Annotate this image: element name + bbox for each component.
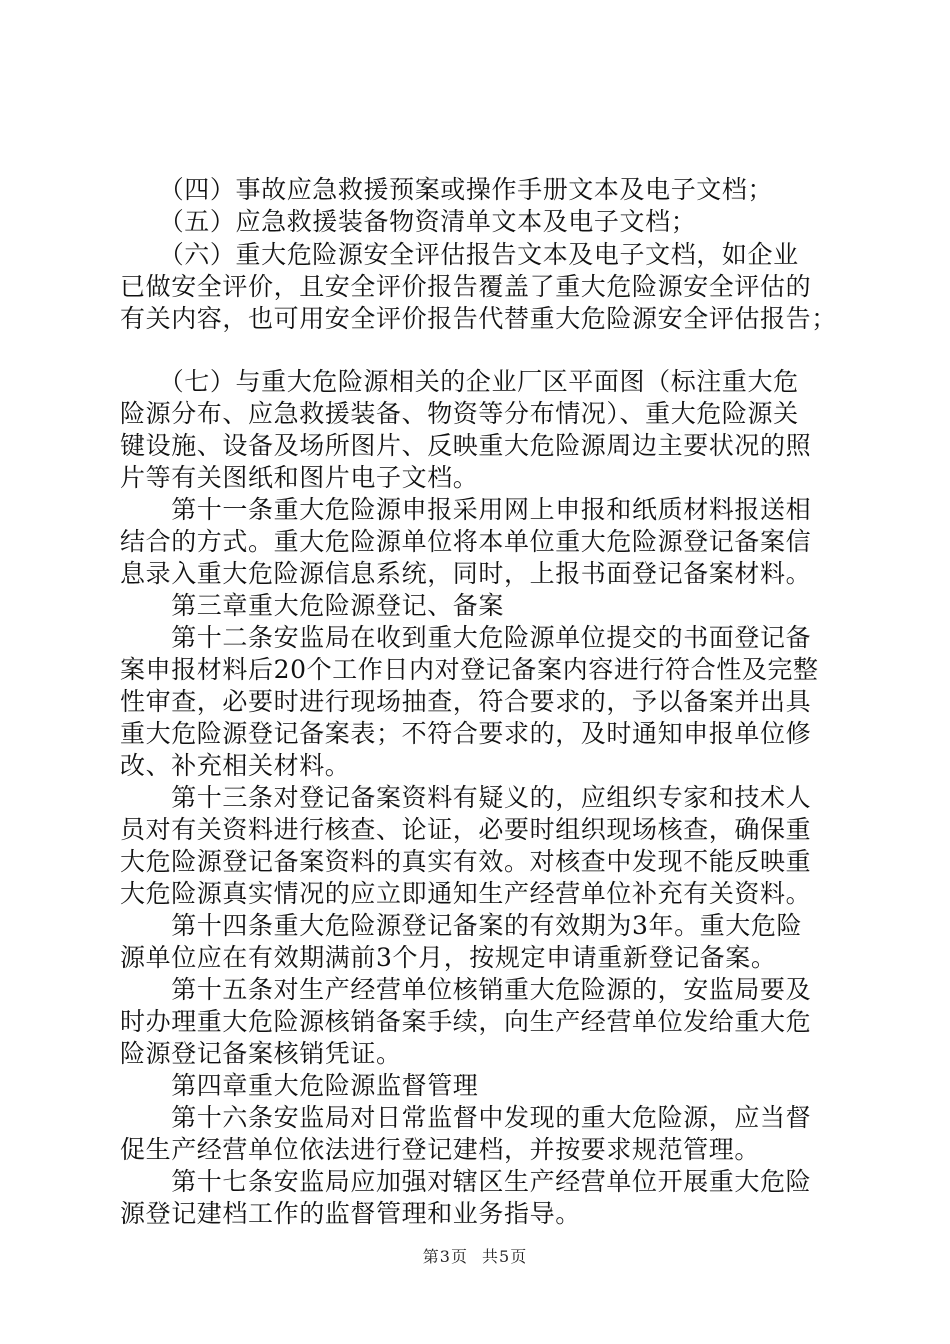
chapter-heading: 第三章重大危险源登记、备案 bbox=[120, 591, 505, 620]
text-line: （五）应急救援装备物资清单文本及电子文档； bbox=[120, 207, 697, 236]
text-line: 结合的方式。重大危险源单位将本单位重大危险源登记备案信 bbox=[120, 527, 812, 556]
text-line: 促生产经营单位依法进行登记建档，并按要求规范管理。 bbox=[120, 1135, 761, 1164]
text-line: 第十二条安监局在收到重大危险源单位提交的书面登记备 bbox=[120, 623, 812, 652]
text-line: 案申报材料后20个工作日内对登记备案内容进行符合性及完整 bbox=[120, 655, 819, 684]
text-line: 改、补充相关材料。 bbox=[120, 751, 351, 780]
text-line: 第十一条重大危险源申报采用网上申报和纸质材料报送相 bbox=[120, 495, 812, 524]
text-line: 险源登记备案核销凭证。 bbox=[120, 1039, 402, 1068]
text-line: 性审查，必要时进行现场抽查，符合要求的，予以备案并出具 bbox=[120, 687, 812, 716]
text-line: 第十四条重大危险源登记备案的有效期为3年。重大危险 bbox=[120, 911, 803, 940]
text-line: 息录入重大危险源信息系统，同时，上报书面登记备案材料。 bbox=[120, 559, 812, 588]
text-line: 员对有关资料进行核查、论证，必要时组织现场核查，确保重 bbox=[120, 815, 812, 844]
chapter-heading: 第四章重大危险源监督管理 bbox=[120, 1071, 479, 1100]
text-line: 时办理重大危险源核销备案手续，向生产经营单位发给重大危 bbox=[120, 1007, 812, 1036]
text-line: （四）事故应急救援预案或操作手册文本及电子文档； bbox=[120, 175, 774, 204]
text-line: 有关内容，也可用安全评价报告代替重大危险源安全评估报告； bbox=[120, 304, 837, 333]
text-line: 已做安全评价，且安全评价报告覆盖了重大危险源安全评估的 bbox=[120, 272, 812, 301]
text-line: 第十五条对生产经营单位核销重大危险源的，安监局要及 bbox=[120, 975, 812, 1004]
text-line: 第十六条安监局对日常监督中发现的重大危险源，应当督 bbox=[120, 1103, 812, 1132]
text-line: 源单位应在有效期满前3个月，按规定申请重新登记备案。 bbox=[120, 943, 777, 972]
text-line: 源登记建档工作的监督管理和业务指导。 bbox=[120, 1199, 581, 1228]
text-line: 第十七条安监局应加强对辖区生产经营单位开展重大危险 bbox=[120, 1167, 812, 1196]
text-line: 大危险源登记备案资料的真实有效。对核查中发现不能反映重 bbox=[120, 847, 812, 876]
text-line: 键设施、设备及场所图片、反映重大危险源周边主要状况的照 bbox=[120, 431, 812, 460]
page-total: 共5页 bbox=[482, 1247, 528, 1266]
page-number: 第3页 bbox=[422, 1247, 468, 1266]
text-line: （七）与重大危险源相关的企业厂区平面图（标注重大危 bbox=[120, 367, 799, 396]
page-footer bbox=[0, 1244, 950, 1267]
text-line: 险源分布、应急救援装备、物资等分布情况）、重大危险源关 bbox=[120, 399, 799, 428]
text-line: （六）重大危险源安全评估报告文本及电子文档，如企业 bbox=[120, 240, 799, 269]
text-line: 片等有关图纸和图片电子文档。 bbox=[120, 463, 479, 492]
text-line: 重大危险源登记备案表；不符合要求的，及时通知申报单位修 bbox=[120, 719, 812, 748]
text-line: 大危险源真实情况的应立即通知生产经营单位补充有关资料。 bbox=[120, 879, 812, 908]
text-line: 第十三条对登记备案资料有疑义的，应组织专家和技术人 bbox=[120, 783, 812, 812]
